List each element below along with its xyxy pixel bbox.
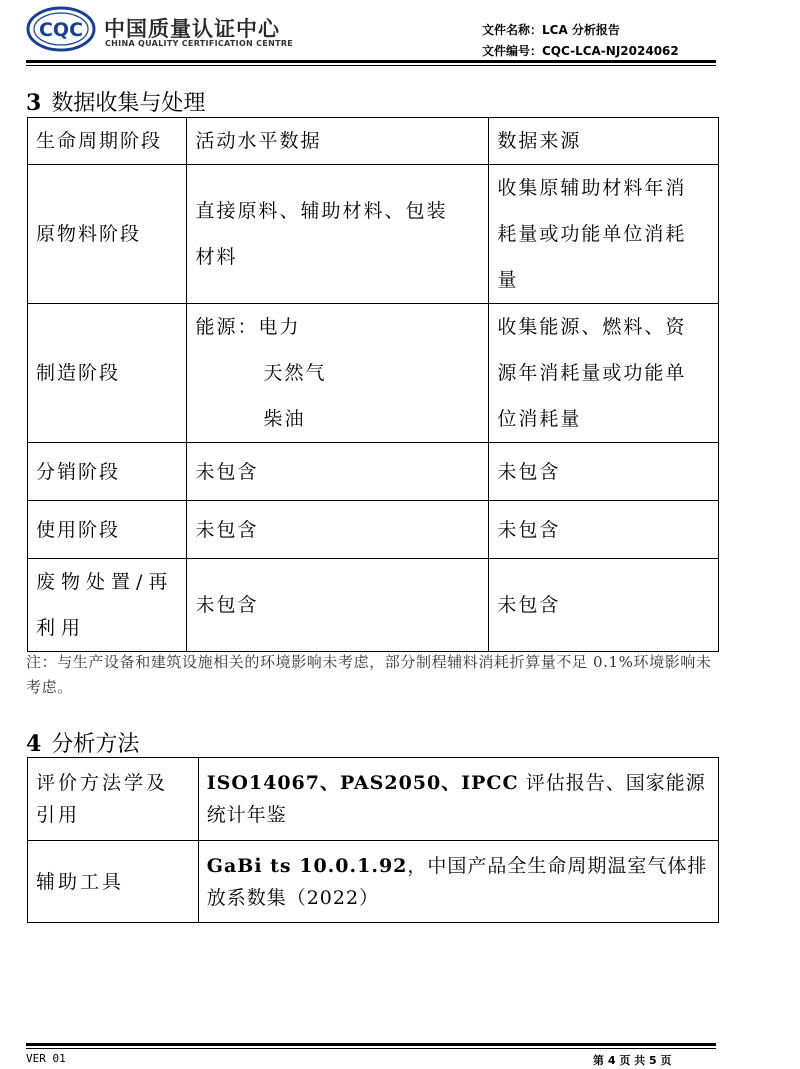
- label-cell: 辅助工具: [28, 841, 199, 923]
- value-cell: GaBi ts 10.0.1.92，中国产品全生命周期温室气体排放系数集（2022）: [198, 841, 718, 923]
- section-number: 4: [26, 731, 42, 757]
- value-cell: ISO14067、PAS2050、IPCC 评估报告、国家能源统计年鉴: [198, 758, 718, 841]
- source-cell: 收集能源、燃料、资 源年消耗量或功能单 位消耗量: [489, 304, 719, 443]
- org-name-cn: 中国质量认证中心: [104, 17, 280, 41]
- analysis-method-table: [27, 757, 719, 923]
- table-row: [28, 559, 719, 652]
- header-cell: 活动水平数据: [187, 118, 489, 165]
- activity-cell: 未包含: [187, 501, 489, 559]
- page-number: 第 4 页 共 5 页: [593, 1054, 672, 1067]
- stage-cell: 制造阶段: [28, 304, 187, 443]
- activity-cell: 未包含: [187, 443, 489, 501]
- document-number: 文件编号：CQC-LCA-NJ2024062: [482, 44, 679, 58]
- document-name: 文件名称：LCA 分析报告: [482, 23, 620, 37]
- section-number: 3: [26, 90, 42, 116]
- stage-cell: 使用阶段: [28, 501, 187, 559]
- stage-cell: 废物处置/再 利用: [28, 559, 187, 652]
- footer-rule-thin: [26, 1048, 716, 1049]
- document-info: [482, 20, 679, 62]
- activity-cell: 能源：电力 天然气 柴油: [187, 304, 489, 443]
- section-title: 分析方法: [51, 732, 140, 757]
- logo-text: CQC: [38, 19, 84, 41]
- table-row: [28, 443, 719, 501]
- table-note: 注：与生产设备和建筑设施相关的环境影响未考虑，部分制程辅料消耗折算量不足 0.1%环境影响未考虑。: [26, 653, 712, 696]
- source-cell: 未包含: [489, 501, 719, 559]
- source-cell: 未包含: [489, 559, 719, 652]
- section-title: 数据收集与处理: [51, 91, 206, 116]
- table-row: [28, 841, 719, 923]
- source-cell: 未包含: [489, 443, 719, 501]
- header-rule-thick: [26, 60, 716, 63]
- table-row: [28, 501, 719, 559]
- stage-cell: 原物料阶段: [28, 165, 187, 304]
- table-header-row: [28, 118, 719, 165]
- stage-cell: 分销阶段: [28, 443, 187, 501]
- footer-rule-thick: [26, 1043, 716, 1046]
- version-label: VER 01: [26, 1052, 66, 1065]
- header-cell: 数据来源: [489, 118, 719, 165]
- activity-cell: 未包含: [187, 559, 489, 652]
- activity-cell: 直接原料、辅助材料、包装 材料: [187, 165, 489, 304]
- label-cell: 评价方法学及 引用: [28, 758, 199, 841]
- table-row: [28, 758, 719, 841]
- table-row: [28, 304, 719, 443]
- table-row: [28, 165, 719, 304]
- source-cell: 收集原辅助材料年消 耗量或功能单位消耗 量: [489, 165, 719, 304]
- cqc-logo: [26, 6, 96, 52]
- header-cell: 生命周期阶段: [28, 118, 187, 165]
- section-3-heading: [26, 86, 205, 117]
- section-4-heading: [26, 727, 139, 758]
- org-name-en: CHINA QUALITY CERTIFICATION CENTRE: [105, 39, 294, 48]
- data-collection-table: [27, 117, 719, 652]
- header-rule-thin: [26, 65, 716, 66]
